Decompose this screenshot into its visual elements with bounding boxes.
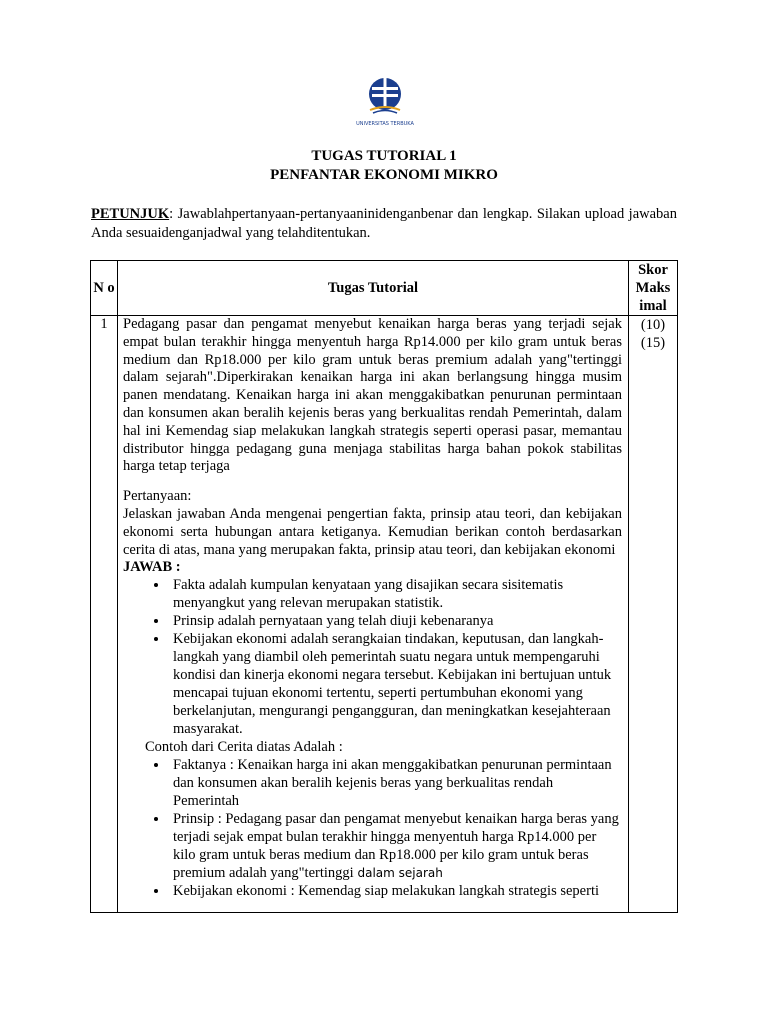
list-item: • Fakta adalah kumpulan kenyataan yang disajikan secara sisitematis menyangkut yang relevan merupakan statistik. (169, 576, 622, 612)
instructions (91, 205, 677, 243)
header-task: Tugas Tutorial (118, 261, 629, 316)
table-header-row (91, 261, 678, 316)
score-value: (10) (640, 317, 666, 333)
example-label: Contoh dari Cerita diatas Adalah : (145, 739, 343, 756)
instructions-label: PETUNJUK (91, 206, 170, 222)
row-number: 1 (91, 316, 118, 913)
question-text: Jelaskan jawaban Anda mengenai pengertian fakta, prinsip atau teori, dan kebijakan ekonomi serta hubungan antara ketiganya. Kemudian berikan contoh berdasarkan cerita di atas, mana yang merupakan fakta, prinsip atau teori, dan kebijakan ekonomi (123, 505, 622, 558)
logo-emblem-icon (340, 70, 430, 132)
document-title: TUGAS TUTORIAL 1 (311, 148, 457, 164)
answer-list (123, 576, 622, 738)
course-title: PENFANTAR EKONOMI MIKRO (270, 167, 498, 183)
list-item: • Kebijakan ekonomi adalah serangkaian tindakan, keputusan, dan langkah-langkah yang diambil oleh pemerintah suatu negara untuk mempengaruhi kondisi dan kinerja ekonomi negara tersebut. Kebijakan ini bertujuan untuk mencapai tujuan ekonomi tertentu, seperti pertumbuhan ekonomi yang berkelanjutan, mengurangi pengangguran, dan meningkatkan kesejahteraan masyarakat. (169, 630, 622, 738)
example-principle: • Prinsip : Pedagang pasar dan pengamat menyebut kenaikan harga beras yang terjadi sejak empat bulan terakhir hingga menyentuh harga Rp14.000 per kilo gram untuk beras medium dan Rp18.000 per kilo gram untuk beras premium adalah yang"tertinggi dalam sejarah (169, 810, 622, 882)
header-no: N o (91, 261, 118, 316)
question-label: Pertanyaan: (123, 488, 192, 505)
tutorial-table (90, 260, 678, 913)
case-text: Pedagang pasar dan pengamat menyebut kenaikan harga beras yang terjadi sejak empat bulan terakhir hingga menyentuh harga Rp14.000 per kilo gram untuk beras medium dan Rp18.000 per kilo gram untuk beras premium adalah yang"tertinggi dalam sejarah".Diperkirakan kenaikan harga ini akan berlangsung hingga musim panen mendatang. Kenaikan harga ini akan menggakibatkan penurunan permintaan dan konsumen akan beralih kejenis beras yang berkualitas rendah Pemerintah, dalam hal ini Kemendag siap melakukan langkah strategis seperti operasi pasar, memantau distributor hingga pedagang guna menjaga stabilitas harga bahan pokok stabilitas harga tetap terjaga (123, 316, 622, 475)
example-list (123, 756, 622, 900)
list-item: • Prinsip adalah pernyataan yang telah diuji kebenaranya (169, 612, 622, 630)
score-cell (629, 316, 678, 913)
answer-label: JAWAB : (123, 559, 181, 576)
header-score: Skor Maks imal (629, 261, 678, 316)
score-value: (15) (640, 335, 666, 351)
table-row (91, 316, 678, 913)
example-policy: • Kebijakan ekonomi : Kemendag siap melakukan langkah strategis seperti (169, 882, 622, 900)
task-cell (118, 316, 629, 913)
example-fact: • Faktanya : Kenaikan harga ini akan menggakibatkan penurunan permintaan dan konsumen akan beralih kejenis beras yang berkualitas rendah Pemerintah (169, 756, 622, 810)
instructions-text: : Jawablahpertanyaan-pertanyaaninidenganbenar dan lengkap. Silakan upload jawaban Anda sesuaidenganjadwal yang telahditentukan. (91, 206, 677, 241)
logo-caption: UNIVERSITAS TERBUKA (356, 121, 414, 127)
universitas-terbuka-logo (340, 70, 430, 132)
